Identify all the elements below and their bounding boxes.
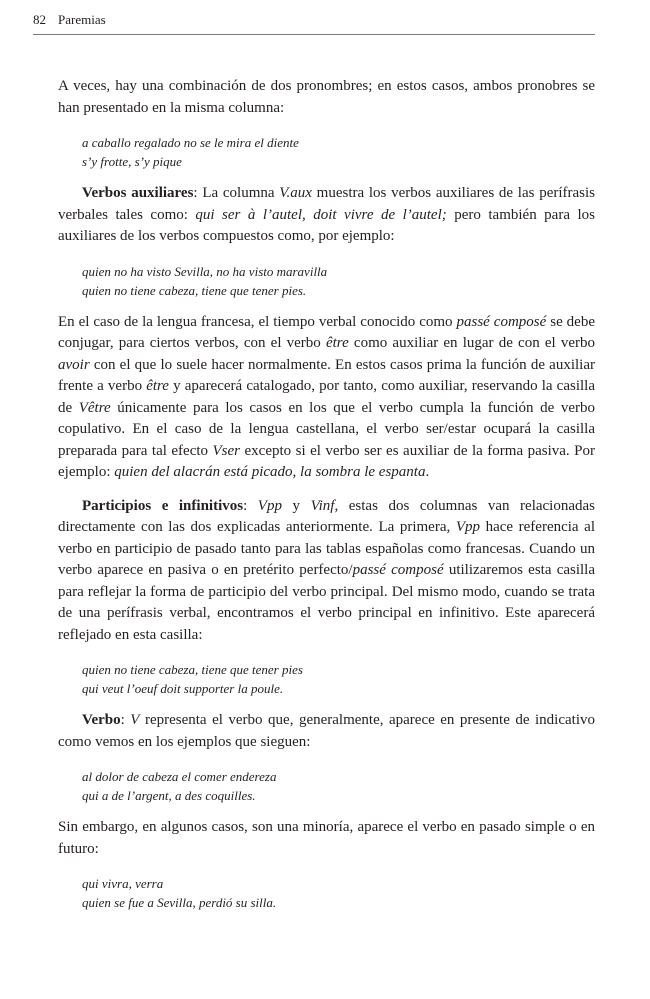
paragraph-auxiliary-verbs: Verbos auxiliares: La columna V.aux muestra los verbos auxiliares de las perífrasis verbales tales como: qui ser à l’autel, doit vivre de l’autel; pero también para los auxiliares de los verbos compuestos como, por ejemplo: <box>58 185 595 244</box>
example-line: quien no ha visto Sevilla, no ha visto maravilla <box>82 263 328 279</box>
example-block-1 <box>82 133 595 171</box>
paragraph-french-passe-compose: En el caso de la lengua francesa, el tiempo verbal conocido como passé composé se debe conjugar, para ciertos verbos, con el verbo être como auxiliar en lugar de con el verbo avoir con el que lo suele hacer normalmente. En estos casos prima la función de auxiliar frente a verbo être y aparecerá catalogado, por tanto, como auxiliar, reservando la casilla de Vêtre únicamente para los casos en los que el verbo cumpla la función de verbo copulativo. En el caso de la lengua castellana, el verbo ser/estar ocupará la casilla preparada para tal efecto Vser excepto si el verbo ser es auxiliar de la forma pasiva. Por ejemplo: quien del alacrán está picado, la sombra le espanta. <box>58 313 596 480</box>
body-text <box>58 76 595 924</box>
example-block-3 <box>82 660 595 698</box>
example-line: quien no tiene cabeza, tiene que tener pies. <box>82 282 307 298</box>
paragraph-past-future: Sin embargo, en algunos casos, son una minoría, aparece el verbo en pasado simple o en futuro: <box>58 819 595 857</box>
running-title: Paremias <box>58 12 106 27</box>
example-line: qui vivra, verra <box>82 876 164 891</box>
paragraph-pronoun-combination: A veces, hay una combinación de dos pronombres; en estos casos, ambos pronobres se han presentado en la misma columna: <box>58 78 595 116</box>
example-line: quien no tiene cabeza, tiene que tener pies <box>82 662 303 677</box>
page-number: 82 <box>33 12 46 27</box>
section-label-verb: Verbo <box>82 712 121 728</box>
example-block-2 <box>82 262 595 300</box>
example-line: qui a de l’argent, a des coquilles. <box>82 788 256 803</box>
paragraph-verb: Verbo: V representa el verbo que, generalmente, aparece en presente de indicativo como vemos en los ejemplos que sieguen: <box>58 712 596 750</box>
section-label-auxiliary: Verbos auxiliares <box>82 185 194 201</box>
example-block-5 <box>82 874 595 912</box>
section-label-participles: Participios e infinitivos <box>82 497 244 514</box>
example-line: s’y frotte, s’y pique <box>82 154 182 169</box>
running-header <box>33 12 595 35</box>
example-block-4 <box>82 767 595 805</box>
example-line: al dolor de cabeza el comer endereza <box>82 769 277 784</box>
example-line: a caballo regalado no se le mira el diente <box>82 135 299 150</box>
example-line: qui veut l’oeuf doit supporter la poule. <box>82 681 284 696</box>
paragraph-participles-infinitives: Participios e infinitivos: Vpp y Vinf, estas dos columnas van relacionadas directamente con las dos explicadas anteriormente. La primera, Vpp hace referencia al verbo en participio de pasado tanto para las tablas españolas como francesas. Cuando un verbo aparece en pasiva o en pretérito perfecto/passé composé utilizaremos esta casilla para reflejar la forma de participio del verbo principal. Del mismo modo, cuando se trata de una perífrasis verbal, encontramos el verbo principal en infinitivo. Este aparecerá reflejado en esta casilla: <box>58 497 596 643</box>
example-line: quien se fue a Sevilla, perdió su silla. <box>82 895 277 910</box>
